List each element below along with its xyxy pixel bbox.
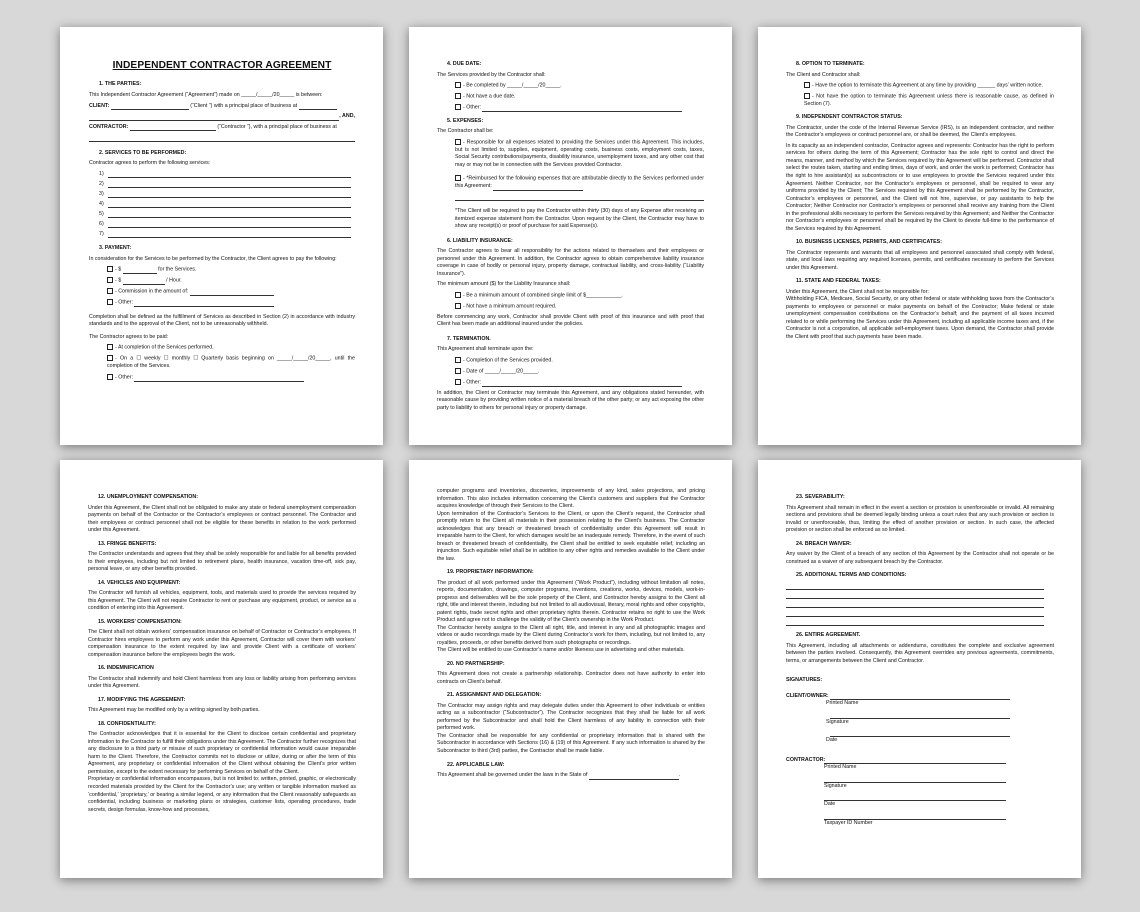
due-option: - Other: bbox=[455, 104, 704, 112]
paragraph: This Independent Contractor Agreement (“Agreement”) made on _____/_____/20_____ is between: bbox=[89, 92, 323, 98]
other-field[interactable] bbox=[482, 106, 682, 112]
section-heading: 1. THE PARTIES: bbox=[99, 81, 142, 88]
paragraph: The Contractor represents and warrants that all employees and personnel associated shall comply with federal, state, and local laws requiring any required licenses, permits, and certificates necessary to perform the Services under this Agreement. bbox=[786, 249, 1054, 271]
paragraph: This Agreement, including all attachments or addendums, constitutes the complete and exclusive agreement between the parties involved. Consequently, this Agreement overrides any previous agreements, commitments, terms, or arrangements between the Client and Contractor. bbox=[786, 642, 1054, 664]
paragraph: Under this Agreement, the Client shall not be obligated to make any state or federal unemployment compensation payments on behalf of the Contractor or the Contractor’s employees or contract personnel. The Contractor and their employees or contract personnel shall not be eligible for these benefits in relation to the work performed under this Agreement. bbox=[88, 504, 356, 534]
page-3 bbox=[758, 27, 1081, 445]
insurance-option: - Not have a minimum amount required. bbox=[455, 303, 704, 311]
service-field[interactable] bbox=[108, 231, 351, 238]
contractor-address-field[interactable] bbox=[89, 134, 355, 142]
paid-option: - Other: bbox=[107, 374, 355, 382]
payment-option: - $ for the Services. bbox=[107, 266, 355, 274]
section-heading: 21. ASSIGNMENT AND DELEGATION: bbox=[447, 692, 542, 699]
service-line bbox=[99, 171, 355, 179]
checkbox[interactable] bbox=[455, 292, 461, 298]
paragraph: Contractor agrees to perform the following services: bbox=[89, 160, 211, 167]
due-option: - Not have a due date. bbox=[455, 93, 704, 101]
additional-terms-field[interactable] bbox=[786, 619, 1044, 627]
section-heading: 13. FRINGE BENEFITS: bbox=[98, 540, 157, 547]
service-number: 6) bbox=[99, 220, 104, 227]
page-6 bbox=[758, 460, 1081, 878]
service-field[interactable] bbox=[108, 201, 351, 208]
paragraph: The Contractor shall indemnify and hold Client harmless from any loss or liability arising from performing services under this Agreement. bbox=[88, 675, 356, 690]
service-line bbox=[99, 221, 355, 229]
service-field[interactable] bbox=[108, 191, 351, 198]
section-heading: 2. SERVICES TO BE PERFORMED: bbox=[99, 149, 187, 156]
paragraph: Withholding FICA, Medicare, Social Security, or any other federal or state withholding taxes from the Contractor’s payments to employees or personnel or make payments on behalf of the Contractor; Make federal or state unemployment compensation contributions on the Contractor’s behalf; and the payment of all taxes incurred related to or while performing the Services under this Agreement, including all applicable income taxes and, if the Contractor is not a corporation, all applicable self-employment taxes. Upon demand, the Contractor shall provide the Client with proof that such payments have been made. bbox=[786, 296, 1054, 340]
termination-option: - Completion of the Services provided. bbox=[455, 357, 704, 365]
service-number: 7) bbox=[99, 230, 104, 237]
checkbox[interactable] bbox=[455, 82, 461, 88]
additional-terms-field[interactable] bbox=[786, 610, 1044, 618]
expense-option: - Responsible for all expenses related to providing the Services under this Agreement. This includes, but is not limited to, supplies, equipment, operating costs, business costs, employment costs, taxes, Social Security contributions/payments, disability insurance, unemployment taxes, and any other cost that may or may not be in connection with the Services provided Contractor. bbox=[455, 139, 704, 168]
service-field[interactable] bbox=[108, 171, 351, 178]
amount-field[interactable] bbox=[123, 268, 157, 274]
signatures-heading: SIGNATURES: bbox=[786, 677, 823, 684]
commission-field[interactable] bbox=[190, 290, 274, 296]
section-heading: 19. PROPRIETARY INFORMATION: bbox=[447, 569, 534, 576]
contractor-name-field[interactable] bbox=[130, 125, 216, 131]
checkbox[interactable] bbox=[107, 355, 113, 361]
paragraph: The Client shall not obtain workers’ compensation insurance on behalf of Contractor or Contractor’s employees. If Contractor hires employees to perform any work under this Agreement, Contractor will cover them with workers’ compensation insurance to the extent required by law and provide Client with a certificate of workers’ compensation insurance before the employees begin the work. bbox=[88, 629, 356, 658]
service-line bbox=[99, 181, 355, 189]
paragraph: In consideration for the Services to be performed by the Contractor, the Client agrees to pay the following: bbox=[89, 255, 337, 262]
service-number: 5) bbox=[99, 210, 104, 217]
contractor-line bbox=[89, 124, 355, 132]
checkbox[interactable] bbox=[455, 93, 461, 99]
additional-terms-field[interactable] bbox=[786, 601, 1044, 609]
service-field[interactable] bbox=[108, 221, 351, 228]
paragraph: The Contractor agrees to be paid: bbox=[89, 333, 169, 340]
section-heading: 20. NO PARTNERSHIP: bbox=[447, 660, 505, 667]
section-heading: 23. SEVERABILITY: bbox=[796, 494, 845, 500]
checkbox[interactable] bbox=[107, 374, 113, 380]
checkbox[interactable] bbox=[455, 357, 461, 363]
checkbox[interactable] bbox=[455, 379, 461, 385]
paragraph: The Contractor may assign rights and may delegate duties under this Agreement to other individuals or entities acting as a subcontractor (“Subcontractor”). The Contractor recognizes that they shall be liable for all work performed by the Subcontractor and shall hold the Client harmless of any liability in connection with their performed work. bbox=[437, 702, 705, 732]
paragraph: This Agreement shall remain in effect in the event a section or provision is unenforceable or invalid. All remaining sections and provisions shall be deemed legally binding unless a court rules that any such provision or section is invalid or unenforceable, thus, limiting the effect of another provision or section. In such case, the affected provision or section shall be enforced as so limited. bbox=[786, 504, 1054, 534]
checkbox[interactable] bbox=[455, 175, 461, 181]
section-heading: 5. EXPENSES: bbox=[447, 117, 484, 124]
paragraph: The Client will be entitled to use Contractor’s name and/or likeness use in advertising and other materials. bbox=[437, 647, 685, 654]
service-field[interactable] bbox=[108, 181, 351, 188]
date-label: Date bbox=[826, 737, 838, 744]
paid-option: - At completion of the Services performed. bbox=[107, 344, 355, 352]
contractor-text: (“Contractor ”), with a principal place of business at bbox=[217, 123, 337, 130]
section-heading: 17. MODIFYING THE AGREEMENT: bbox=[98, 696, 186, 703]
document-title: INDEPENDENT CONTRACTOR AGREEMENT bbox=[112, 60, 332, 71]
signature-label: Signature bbox=[826, 718, 849, 725]
other-field[interactable] bbox=[134, 301, 274, 307]
paragraph: Proprietary or confidential information encompasses, but is not limited to: written, printed, graphic, or electronically recorded materials provided by the Client for the Contractor’s use; any written or tangible information marked as ‘confidential,’ ‘proprietary,’ or bearing a similar legend, or any information that the Client reasonably safeguards as confidential, including business or marketing plans or strategies, customer lists, operating procedures, trade secrets, design formulas, know-how and processes, bbox=[88, 776, 356, 813]
paragraph: The product of all work performed under this Agreement (“Work Product”), including without limitation all notes, reports, documentation, drawings, computer programs, inventions, creations, works, devices, models, work-in-progress and deliverables will be the sole property of the Client, and Contractor hereby assigns to the Client all right, title and interest therein, including but not limited to all audiovisual, literary, moral rights and other copyrights, patent rights, trade secret rights and other proprietary rights therein. Contractor retains no right to use the Work Product and agree not to challenge the validity of the Client’s ownership in the Work Product. bbox=[437, 579, 705, 624]
paragraph: This Agreement may be modified only by a writing signed by both parties. bbox=[88, 707, 260, 714]
rate-field[interactable] bbox=[123, 279, 165, 285]
option: - Have the option to terminate this Agreement at any time by providing ______ days’ written notice. bbox=[804, 82, 1054, 90]
paragraph: The Contractor, under the code of the Internal Revenue Service (IRS), is an independent contractor, and neither the Contractor’s employees or contract personnel are, or shall be deemed, the Client’s employees. bbox=[786, 124, 1054, 139]
client-address-line bbox=[89, 113, 355, 121]
checkbox[interactable] bbox=[107, 288, 113, 294]
page-2 bbox=[409, 27, 732, 445]
paragraph: The Contractor shall be: bbox=[437, 128, 494, 135]
client-name-field[interactable] bbox=[111, 104, 189, 110]
section-heading: 8. OPTION TO TERMINATE: bbox=[796, 61, 865, 67]
payment-option: - Commission in the amount of: bbox=[107, 288, 355, 296]
paragraph: This Agreement shall terminate upon the: bbox=[437, 346, 534, 353]
checkbox[interactable] bbox=[455, 139, 461, 145]
termination-option: - Other: bbox=[455, 379, 704, 387]
contractor-label: CONTRACTOR: bbox=[89, 123, 129, 130]
section-heading: 3. PAYMENT: bbox=[99, 245, 132, 252]
insurance-option: - Be a minimum amount of combined single limit of $____________. bbox=[455, 292, 704, 300]
paragraph: This Agreement does not create a partnership relationship. Contractor does not have authority to enter into contracts on Client’s behalf. bbox=[437, 671, 705, 685]
page-4 bbox=[60, 460, 383, 878]
additional-terms-field[interactable] bbox=[786, 583, 1044, 591]
taxpayer-id-label: Taxpayer ID Number bbox=[824, 819, 873, 826]
checkbox[interactable] bbox=[455, 104, 461, 110]
service-number: 1) bbox=[99, 170, 104, 177]
checkbox[interactable] bbox=[107, 344, 113, 350]
service-line bbox=[99, 211, 355, 219]
checkbox[interactable] bbox=[455, 368, 461, 374]
paragraph: The Services provided by the Contractor shall: bbox=[437, 71, 546, 78]
checkbox[interactable] bbox=[107, 266, 113, 272]
section-heading: 10. BUSINESS LICENSES, PERMITS, AND CERTIFICATES: bbox=[796, 239, 942, 246]
paragraph: In its capacity as an independent contractor, Contractor agrees and represents: Contractor has the right to perform services for others during the term of this Agreement; Contractor has the sole right to control and direct the means, manner, and method by which the Services required by this Agreement will be performed. Contractor shall select the routes taken, starting and ending times, days of work, and order the work is performed; Contractor has the right to hire assistant(s) as subcontractors or to use employees to provide the Services required under this Agreement. Neither Contractor, nor the Contractor’s employees or personnel, shall be required to wear any uniforms provided by the Client; The Services required by this Agreement shall be performed by the Contractor, Contractor’s employees or personnel, and the Client will not hire, supervise, or pay assistants to help the Contractor; Neither Contractor nor Contractor’s employees or personnel shall receive any training from the Client in the professional skills necessary to perform the Services required by this Agreement; and Neither the Contractor nor Contractor’s employees or personnel shall be required by the Client to devote full-time to the performance of the Services required by this Agreement. bbox=[786, 142, 1054, 232]
expense-field-2[interactable] bbox=[455, 194, 704, 202]
checkbox[interactable] bbox=[804, 93, 810, 99]
paragraph: The minimum amount ($) for the Liability Insurance shall: bbox=[437, 281, 571, 288]
state-field[interactable] bbox=[589, 774, 679, 780]
termination-option: - Date of _____/_____/20_____. bbox=[455, 368, 704, 376]
contractor-signature-row bbox=[786, 757, 1054, 765]
paid-option: - On a ☐ weekly ☐ monthly ☐ Quarterly basis beginning on _____/_____/20_____, until the completion of the Services. bbox=[107, 355, 355, 370]
paragraph: In addition, the Client or Contractor may terminate this Agreement, and any obligations stated hereunder, with reasonable cause by providing written notice of a material breach of the other party; or any act exposing the other party to liability to others for personal injury or property damage. bbox=[437, 389, 704, 411]
section-heading: 22. APPLICABLE LAW: bbox=[447, 761, 505, 768]
client-label: CLIENT: bbox=[89, 102, 110, 109]
section-heading: 15. WORKERS’ COMPENSATION: bbox=[98, 618, 182, 625]
paragraph: Upon termination of the Contractor’s Services to the Client, or upon the Client’s request, the Contractor shall promptly return to the Client all materials in their possession relating to the Client’s business. The Contractor acknowledges that any breach or threatened breach of confidentiality under this Agreement will result in irreparable harm to the Client, for which damages would be an inadequate remedy. Therefore, in the event of such breach or threatened breach of confidentiality, the Client shall be entitled to seek equitable relief, including an injunction. Such equitable relief shall be in addition to any other rights and remedies available to the Client under the law. bbox=[437, 510, 705, 562]
section-heading: 4. DUE DATE: bbox=[447, 61, 482, 67]
section-heading: 11. STATE AND FEDERAL TAXES: bbox=[796, 278, 881, 285]
paragraph: Before commencing any work, Contractor shall provide Client with proof of this insurance and with proof that Client has been made an additional insured under the policies. bbox=[437, 313, 704, 328]
other-field[interactable] bbox=[482, 381, 682, 387]
option: - Not have the option to terminate this Agreement unless there is reasonable cause, as defined in Section (7). bbox=[804, 93, 1054, 107]
client-signature-row bbox=[786, 693, 1054, 701]
service-number: 2) bbox=[99, 180, 104, 187]
paragraph: The Client and Contractor shall: bbox=[786, 71, 861, 78]
section-heading: 9. INDEPENDENT CONTRACTOR STATUS: bbox=[796, 114, 903, 121]
section-heading: 25. ADDITIONAL TERMS AND CONDITIONS: bbox=[796, 572, 907, 579]
service-number: 3) bbox=[99, 190, 104, 197]
printed-name-label: Printed Name bbox=[826, 700, 859, 707]
printed-name-label: Printed Name bbox=[824, 764, 857, 771]
additional-terms-lines bbox=[786, 583, 1044, 627]
applicable-law-line: This Agreement shall be governed under the laws in the State of . bbox=[437, 772, 681, 779]
paragraph: The Contractor agrees to bear all responsibility for the actions related to themselves and their employees or personnel under this Agreement. In addition, the Contractor agrees to obtain comprehensive liability insurance coverage in case of bodily or personal injury, property damage, contractual liability, and cross-liability (“Liability Insurance”). bbox=[437, 248, 704, 277]
payment-option: - $ / Hour. bbox=[107, 277, 355, 285]
payment-option: - Other: bbox=[107, 299, 355, 307]
section-heading: 6. LIABILITY INSURANCE: bbox=[447, 237, 513, 244]
section-heading: 16. INDEMNIFICATION bbox=[98, 665, 154, 672]
client-line bbox=[89, 103, 355, 111]
section-heading: 18. CONFIDENTIALITY: bbox=[98, 720, 156, 727]
client-text: (“Client ”) with a principal place of business at bbox=[190, 102, 298, 109]
signature-label: Signature bbox=[824, 782, 847, 789]
page-5 bbox=[409, 460, 732, 878]
page-1 bbox=[60, 27, 383, 445]
paragraph: The Contractor understands and agrees that they shall be solely responsible for and liable for all benefits provided to their employees, including but not limited to retirement plans, health insurance, vacation time-off, sick pay, personal leave, or any other benefits provided. bbox=[88, 551, 356, 573]
paragraph: The Contractor hereby assigns to the Client all right, title, and interest in any and all photographic images and videos or audio recordings made by the Client during Contractor’s work for them, including, but not limited to, any royalties, proceeds, or other benefits derived from such photographs or recordings. bbox=[437, 624, 705, 646]
paragraph: The Contractor will furnish all vehicles, equipment, tools, and materials used to provide the services required by this Agreement. The Client will not require Contractor to rent or purchase any equipment, product, or service as a condition of entering into this Agreement. bbox=[88, 590, 356, 612]
checkbox[interactable] bbox=[455, 303, 461, 309]
section-heading: 14. VEHICLES AND EQUIPMENT: bbox=[98, 579, 181, 586]
date-label: Date bbox=[824, 801, 836, 808]
paragraph: The Contractor acknowledges that it is essential for the Client to disclose certain confidential and proprietary information to the Contractor to fulfill their obligations under this Agreement. The Contractor further recognizes that any disclosure to a third party or misuse of such proprietary or confidential information would cause irreparable harm to the Client. Therefore, the Contractor commits not to disclose or utilize, during or after the term of this Agreement, any proprietary or confidential information of the Client without obtaining the Client’s prior written permission, except to the extent necessary for performing Services on behalf of the Client. bbox=[88, 731, 356, 775]
service-field[interactable] bbox=[108, 211, 351, 218]
and-label: , AND, bbox=[339, 113, 355, 120]
paragraph: Completion shall be defined as the fulfillment of Services as described in Section (2) in accordance with industry standards and to the approval of the Client, not to be unreasonably withheld. bbox=[89, 313, 355, 328]
section-heading: 12. UNEMPLOYMENT COMPENSATION: bbox=[98, 494, 198, 500]
expense-note: *The Client will be required to pay the Contractor within thirty (30) days of any Expense after receiving an itemized expense statement from the Contractor. Upon request by the Client, the Contractor may have to show any receipt(s) or proof of purchase for said Expense(s). bbox=[455, 208, 704, 230]
other-field[interactable] bbox=[134, 376, 304, 382]
checkbox[interactable] bbox=[107, 299, 113, 305]
additional-terms-field[interactable] bbox=[786, 592, 1044, 600]
contractor-label: CONTRACTOR: bbox=[786, 756, 826, 763]
section-heading: 26. ENTIRE AGREEMENT. bbox=[796, 632, 861, 639]
paragraph: Any waiver by the Client of a breach of any section of this Agreement by the Contractor shall not operate or be construed as a waiver of any subsequent breach by the Contractor. bbox=[786, 551, 1054, 565]
section-heading: 7. TERMINATION. bbox=[447, 335, 491, 342]
checkbox[interactable] bbox=[804, 82, 810, 88]
service-lines bbox=[89, 171, 355, 239]
paragraph: computer programs and inventories, discoveries, improvements of any kind, sales projections, and pricing information. This also includes information concerning the Client’s customers and suppliers that the Contractor acquires knowledge of through their Services to the Client. bbox=[437, 488, 705, 510]
service-number: 4) bbox=[99, 200, 104, 207]
service-line bbox=[99, 231, 355, 239]
paragraph: The Contractor shall be responsible for any confidential or proprietary information that is shared with the Subcontractor in accordance with Sections (16) & (19) of this Agreement. If any such information is shared by the Subcontractor to third (3rd) parties, the Contractor shall be made liable. bbox=[437, 732, 705, 754]
section-heading: 24. BREACH WAIVER: bbox=[796, 540, 852, 547]
expense-option: - *Reimbursed for the following expenses that are attributable directly to the Services performed under this Agreement: bbox=[455, 175, 704, 190]
paragraph: Under this Agreement, the Client shall not be responsible for: bbox=[786, 288, 929, 295]
expense-field[interactable] bbox=[493, 185, 583, 191]
client-address-field-2[interactable] bbox=[89, 115, 339, 121]
service-line bbox=[99, 191, 355, 199]
client-owner-label: CLIENT/OWNER: bbox=[786, 692, 829, 699]
client-address-field[interactable] bbox=[299, 104, 337, 110]
due-option: - Be completed by _____/_____/20_____. bbox=[455, 82, 704, 90]
service-line bbox=[99, 201, 355, 209]
checkbox[interactable] bbox=[107, 277, 113, 283]
